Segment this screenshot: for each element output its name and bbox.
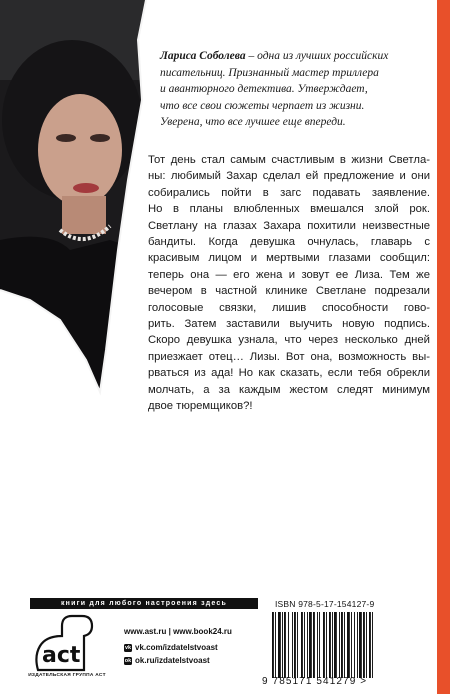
barcode-bar (313, 612, 315, 678)
barcode-bar (297, 612, 298, 678)
barcode-digits: 9 785171 541279 > (262, 676, 368, 687)
barcode-bar (301, 612, 303, 678)
bio-line: писательниц. Признанный мастер триллера (160, 66, 379, 79)
website-links: www.ast.ru | www.book24.ru (124, 627, 232, 636)
annotation-line: молчать, а за каждым жестом следят минимум (148, 383, 430, 396)
barcode-bar (354, 612, 355, 678)
annotation-line: приезжает отец… Лизы. Вот она, возможность вы- (148, 350, 430, 363)
spine-stripe (437, 0, 450, 694)
barcode (270, 612, 404, 678)
vk-icon: vk (124, 644, 132, 651)
barcode-bar (319, 612, 320, 678)
annotation-line: Светлану на глазах Захара похитили неизвестные (148, 219, 430, 232)
barcode-bar (347, 612, 350, 678)
annotation-line: Тот день стал самым счастливым в жизни Светла- (148, 154, 430, 166)
barcode-bar (278, 612, 281, 678)
barcode-bar (326, 612, 327, 678)
barcode-bar (369, 612, 371, 678)
social-link-text: vk.com/izdatelstvoast (135, 643, 218, 652)
series-tagline: книги для любого настроения здесь (30, 598, 258, 609)
barcode-bar (317, 612, 318, 678)
publisher-name: ИЗДАТЕЛЬСКАЯ ГРУППА АСТ (28, 673, 106, 678)
bio-line: Уверена, что все лучшее еще впереди. (160, 116, 346, 128)
isbn-number: ISBN 978-5-17-154127-9 (275, 599, 375, 609)
barcode-bar (363, 612, 365, 678)
annotation-line: рить. Затем заставили выучить новую подпись. (148, 318, 430, 331)
barcode-bar (309, 612, 312, 678)
bio-line: что все свои сюжеты черпает из жизни. (160, 99, 365, 112)
author-name: Лариса Соболева (160, 50, 246, 62)
annotation-line: Скоро девушка узнала, что через несколько дней (148, 334, 430, 347)
barcode-bar (344, 612, 345, 678)
barcode-bar (366, 612, 367, 678)
barcode-bar (323, 612, 325, 678)
logo-text: act (42, 643, 81, 668)
barcode-bar (359, 612, 362, 678)
author-bio (160, 48, 430, 131)
barcode-bar (284, 612, 286, 678)
barcode-bar (329, 612, 331, 678)
ast-logo (32, 612, 96, 672)
barcode-bar (294, 612, 296, 678)
annotation-line: рваться из ада! Но как сказать, если тебя обрекли (148, 367, 430, 380)
social-link-ok (124, 656, 210, 665)
annotation-line: двое тюремщиков?! (148, 400, 253, 413)
barcode-bar (341, 612, 343, 678)
book-annotation (148, 152, 430, 415)
social-link-text: ok.ru/izdatelstvoast (135, 656, 210, 665)
barcode-bar (275, 612, 276, 678)
barcode-bar (292, 612, 293, 678)
barcode-bar (357, 612, 358, 678)
annotation-line: бандиты. Когда девушка очнулась, главарь с (148, 236, 430, 249)
barcode-bar (332, 612, 333, 678)
barcode-bar (288, 612, 289, 678)
annotation-line: голосовые связки, лишив способности гово- (148, 301, 430, 314)
barcode-bar (307, 612, 308, 678)
ok-icon: ok (124, 657, 132, 664)
barcode-bar (304, 612, 305, 678)
annotation-line: теперь она — его жена и зовут ее Лиза. Тем же (148, 268, 430, 281)
barcode-bar (351, 612, 352, 678)
social-link-vk (124, 643, 218, 652)
annotation-line: Но в планы влюбленных вмешался злой рок. (148, 203, 430, 216)
barcode-bar (339, 612, 340, 678)
annotation-line: вечером в частной клинике Светлане подрезали (148, 285, 430, 298)
barcode-bar (334, 612, 337, 678)
annotation-line: собирались пойти в загс подавать заявление. (148, 186, 430, 199)
annotation-line: ны: любимый Захар сделал ей предложение и они (148, 170, 430, 183)
bio-line: и авантюрного детектива. Утверждает, (160, 83, 368, 95)
author-photo (0, 0, 150, 420)
annotation-line: красивым лицом и мертвыми глазами сообщил: (148, 252, 430, 265)
barcode-bar (372, 612, 373, 678)
barcode-bar (272, 612, 274, 678)
bio-line: – одна из лучших российских (245, 50, 389, 62)
barcode-bar (282, 612, 283, 678)
